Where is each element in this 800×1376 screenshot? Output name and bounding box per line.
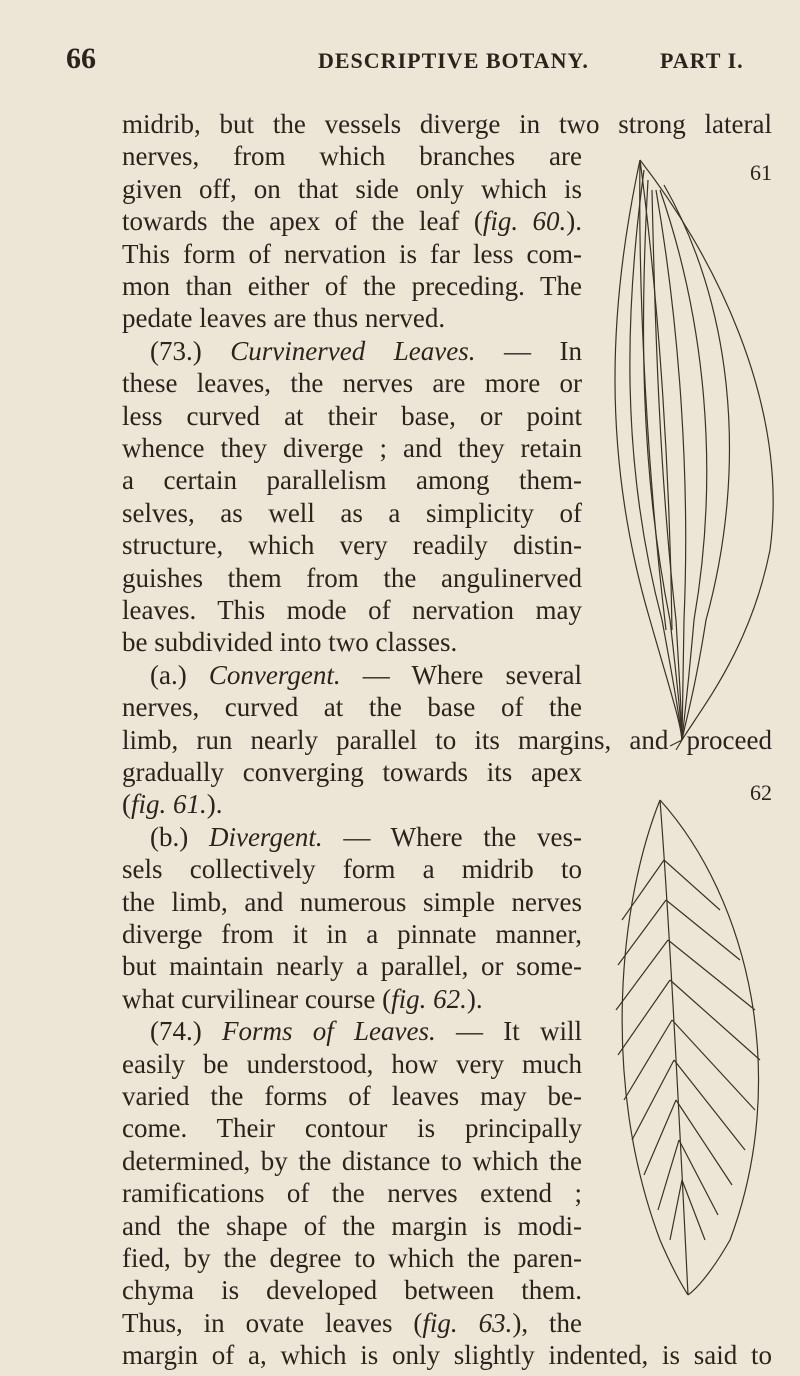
running-header <box>0 42 800 78</box>
page-number: 66 <box>66 42 96 75</box>
text-line: structure, which very readily distin- <box>122 530 582 561</box>
text-line: less curved at their base, or point <box>122 400 582 431</box>
text-line: the limb, and numerous simple nerves <box>122 886 582 917</box>
text-line: what curvilinear course (fig. 62.). <box>122 983 483 1014</box>
subsection-convergent: (a.) Convergent. — Where several <box>150 659 582 690</box>
figure-62 <box>600 780 790 1300</box>
text-line: be subdivided into two classes. <box>122 627 458 658</box>
section-heading-73: (73.) Curvinerved Leaves. — In <box>150 335 583 366</box>
text-line: leaves. This mode of nervation may <box>122 595 582 625</box>
text-line: a certain parallelism among them- <box>122 465 582 496</box>
running-title: DESCRIPTIVE BOTANY. <box>318 48 589 73</box>
text-line: sels collectively form a midrib to <box>122 854 582 885</box>
text-line: given off, on that side only which is <box>122 173 582 204</box>
text-line: guishes them from the angulinerved <box>122 562 582 593</box>
text-line: This form of nervation is far less com- <box>122 238 582 269</box>
text-line: and the shape of the margin is modi- <box>122 1210 582 1241</box>
text-line: come. Their contour is principally <box>122 1113 582 1144</box>
text-line: these leaves, the nerves are more or <box>122 368 582 399</box>
text-line: but maintain nearly a parallel, or some- <box>122 951 582 982</box>
figure-61 <box>600 150 790 750</box>
text-line: towards the apex of the leaf (fig. 60.). <box>122 206 582 237</box>
convergent-leaf-illustration <box>600 150 790 750</box>
text-line-final: margin of a, which is only slightly indented, is said to <box>122 1340 772 1371</box>
text-line: Thus, in ovate leaves (fig. 63.), the <box>122 1307 582 1338</box>
text-line: pedate leaves are thus nerved. <box>122 303 446 334</box>
text-line: whence they diverge ; and they retain <box>122 433 582 463</box>
text-line: varied the forms of leaves may be- <box>122 1081 582 1111</box>
text-line: gradually converging towards its apex <box>122 757 582 787</box>
text-line: limb, run nearly parallel to its margins, and proceed <box>122 724 772 755</box>
section-heading-74: (74.) Forms of Leaves. — It will <box>150 1016 583 1047</box>
figure-62-label: 62 <box>750 780 772 805</box>
text-line: fied, by the degree to which the paren- <box>122 1243 582 1273</box>
text-line: (fig. 61.). <box>122 789 223 820</box>
text-line: mon than either of the preceding. The <box>122 271 582 301</box>
figure-61-label: 61 <box>750 160 772 185</box>
text-line: nerves, from which branches are <box>122 141 582 172</box>
text-line: ramifications of the nerves extend ; <box>122 1178 582 1209</box>
text-line: midrib, but the vessels diverge in two strong lateral <box>122 109 772 139</box>
text-line: easily be understood, how very much <box>122 1048 582 1079</box>
part-label: PART I. <box>660 48 744 73</box>
text-line: determined, by the distance to which the <box>122 1145 582 1176</box>
text-line: selves, as well as a simplicity of <box>122 497 582 528</box>
text-line: chyma is developed between them. <box>122 1275 582 1306</box>
text-line: nerves, curved at the base of the <box>122 692 582 723</box>
divergent-leaf-illustration <box>600 780 790 1300</box>
text-line: diverge from it in a pinnate manner, <box>122 919 582 949</box>
subsection-divergent: (b.) Divergent. — Where the ves- <box>150 821 582 852</box>
